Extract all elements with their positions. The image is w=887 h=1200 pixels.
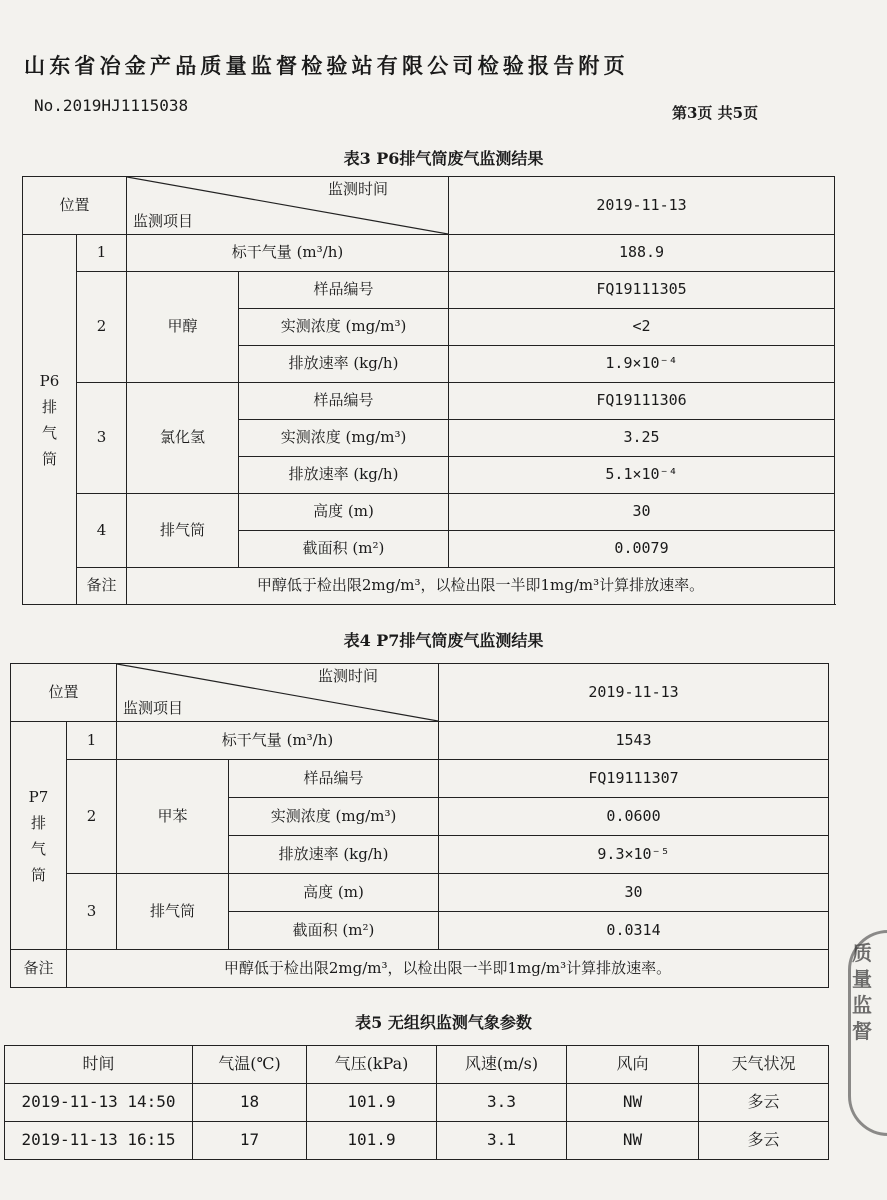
table4 <box>10 663 829 988</box>
flow-label: 标干气量 (m³/h) <box>127 235 449 272</box>
sample-value: FQ19111305 <box>449 272 835 309</box>
row-number: 3 <box>77 383 127 494</box>
rate-value: 9.3×10⁻⁵ <box>439 836 829 874</box>
diagonal-header <box>127 177 449 235</box>
flow-value: 1543 <box>439 722 829 760</box>
position-header: 位置 <box>11 664 117 722</box>
date-cell: 2019-11-13 <box>449 177 835 235</box>
remark-text: 甲醇低于检出限2mg/m³，以检出限一半即1mg/m³计算排放速率。 <box>127 568 835 605</box>
flow-value: 188.9 <box>449 235 835 272</box>
report-number: No.2019HJ1115038 <box>34 96 189 115</box>
sample-value: FQ19111307 <box>439 760 829 798</box>
column-header: 天气状况 <box>699 1046 829 1084</box>
item-label: 监测项目 <box>123 698 184 717</box>
concentration-label: 实测浓度 (mg/m³) <box>239 420 449 457</box>
item-label: 监测项目 <box>133 211 194 230</box>
location-text: 气 <box>30 839 46 858</box>
time-label: 监测时间 <box>328 180 389 198</box>
height-value: 30 <box>449 494 835 531</box>
time-cell: 2019-11-13 14:50 <box>5 1084 193 1122</box>
report-title: 山东省冶金产品质量监督检验站有限公司检验报告附页 <box>24 53 629 78</box>
temperature-cell: 17 <box>193 1122 307 1160</box>
table4-caption: 表4 P7排气筒废气监测结果 <box>343 631 544 650</box>
stack-name: 排气筒 <box>127 494 239 568</box>
table3 <box>22 176 835 605</box>
location-cell <box>11 722 67 950</box>
remark-label: 备注 <box>11 950 67 988</box>
page-indicator: 第3页 共5页 <box>672 104 759 122</box>
area-label: 截面积 (m²) <box>229 912 439 950</box>
table5 <box>4 1045 829 1160</box>
column-header: 气温(℃) <box>193 1046 307 1084</box>
time-label: 监测时间 <box>318 667 379 685</box>
weather-cell: 多云 <box>699 1084 829 1122</box>
concentration-value: 0.0600 <box>439 798 829 836</box>
time-cell: 2019-11-13 16:15 <box>5 1122 193 1160</box>
row-number: 2 <box>67 760 117 874</box>
column-header: 风速(m/s) <box>437 1046 567 1084</box>
remark-label: 备注 <box>77 568 127 605</box>
pollutant-name: 氯化氢 <box>127 383 239 494</box>
rate-value: 1.9×10⁻⁴ <box>449 346 835 383</box>
sample-label: 样品编号 <box>239 272 449 309</box>
wind-speed-cell: 3.1 <box>437 1122 567 1160</box>
area-value: 0.0079 <box>449 531 835 568</box>
column-header: 风向 <box>567 1046 699 1084</box>
seal-text: 质量监督 <box>852 941 872 1043</box>
area-value: 0.0314 <box>439 912 829 950</box>
concentration-label: 实测浓度 (mg/m³) <box>229 798 439 836</box>
location-text: 筒 <box>41 449 57 468</box>
rate-label: 排放速率 (kg/h) <box>239 346 449 383</box>
row-number: 2 <box>77 272 127 383</box>
table5-caption: 表5 无组织监测气象参数 <box>355 1013 532 1032</box>
row-number: 4 <box>77 494 127 568</box>
row-number: 3 <box>67 874 117 950</box>
height-label: 高度 (m) <box>229 874 439 912</box>
location-text: P6 <box>39 371 60 390</box>
sample-label: 样品编号 <box>239 383 449 420</box>
height-label: 高度 (m) <box>239 494 449 531</box>
table3-caption: 表3 P6排气筒废气监测结果 <box>343 149 544 168</box>
column-header: 时间 <box>5 1046 193 1084</box>
location-text: 排 <box>41 397 57 416</box>
sample-value: FQ19111306 <box>449 383 835 420</box>
location-cell <box>23 235 77 605</box>
sample-label: 样品编号 <box>229 760 439 798</box>
remark-text: 甲醇低于检出限2mg/m³，以检出限一半即1mg/m³计算排放速率。 <box>67 950 829 988</box>
wind-direction-cell: NW <box>567 1122 699 1160</box>
flow-label: 标干气量 (m³/h) <box>117 722 439 760</box>
location-text: 排 <box>30 813 46 832</box>
height-value: 30 <box>439 874 829 912</box>
table-row <box>5 1122 829 1160</box>
row-number: 1 <box>77 235 127 272</box>
rate-label: 排放速率 (kg/h) <box>229 836 439 874</box>
location-text: 气 <box>41 423 57 442</box>
column-header: 气压(kPa) <box>307 1046 437 1084</box>
rate-value: 5.1×10⁻⁴ <box>449 457 835 494</box>
pressure-cell: 101.9 <box>307 1084 437 1122</box>
date-cell: 2019-11-13 <box>439 664 829 722</box>
pressure-cell: 101.9 <box>307 1122 437 1160</box>
location-text: P7 <box>28 787 49 806</box>
location-text: 筒 <box>30 865 46 884</box>
row-number: 1 <box>67 722 117 760</box>
table-row <box>5 1084 829 1122</box>
concentration-value: 3.25 <box>449 420 835 457</box>
wind-speed-cell: 3.3 <box>437 1084 567 1122</box>
diagonal-header <box>117 664 439 722</box>
wind-direction-cell: NW <box>567 1084 699 1122</box>
temperature-cell: 18 <box>193 1084 307 1122</box>
stack-name: 排气筒 <box>117 874 229 950</box>
weather-cell: 多云 <box>699 1122 829 1160</box>
position-header: 位置 <box>23 177 127 235</box>
pollutant-name: 甲苯 <box>117 760 229 874</box>
pollutant-name: 甲醇 <box>127 272 239 383</box>
area-label: 截面积 (m²) <box>239 531 449 568</box>
rate-label: 排放速率 (kg/h) <box>239 457 449 494</box>
concentration-value: <2 <box>449 309 835 346</box>
concentration-label: 实测浓度 (mg/m³) <box>239 309 449 346</box>
